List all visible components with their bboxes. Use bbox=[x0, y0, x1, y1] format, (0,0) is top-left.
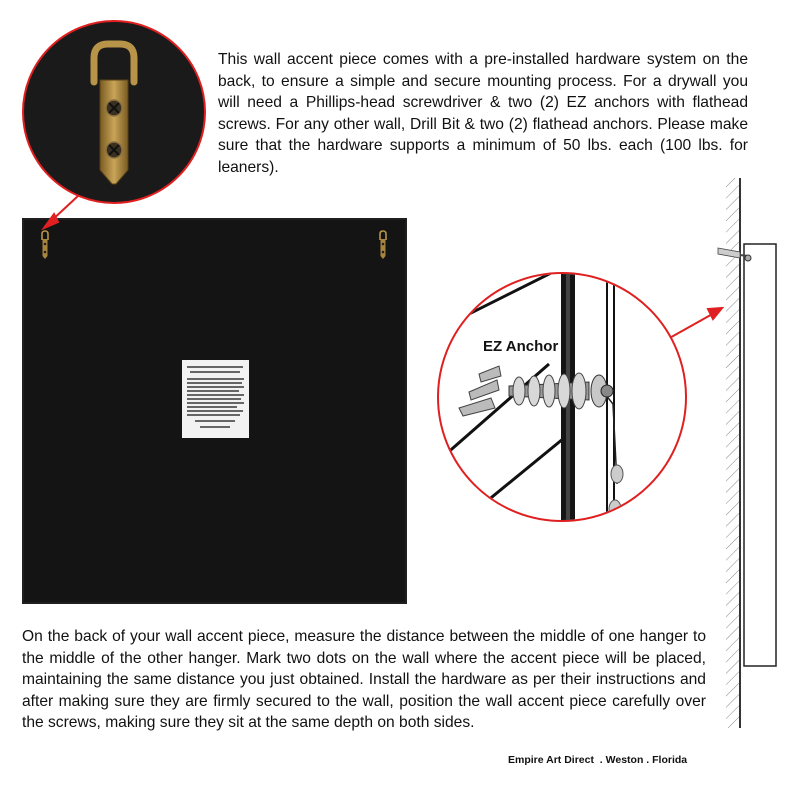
ez-anchor-closeup-callout bbox=[437, 272, 687, 522]
ez-anchor-label: EZ Anchor bbox=[483, 338, 559, 355]
arrow-to-left-hanger bbox=[44, 196, 78, 228]
company-credit: Empire Art Direct . Weston . Florida bbox=[508, 754, 688, 766]
anchor-screw-icon bbox=[509, 373, 613, 409]
ez-anchor-diagram-icon bbox=[439, 274, 685, 520]
hardware-description: This wall accent piece comes with a pre-installed hardware system on the back, to ensure a simple and secure mounting process. For a drywall you will need a Phillips-head screwdriver & two (2) EZ anchors with flathead screws. For any other wall, Drill Bit & two (2) flathead anchors. Please make sure that the hardware supports a minimum of 50 lbs. each (100 lbs. for leaners). bbox=[218, 51, 748, 176]
installation-instructions: On the back of your wall accent piece, measure the distance between the middle of one hanger to the middle of the other hanger. Mark two dots on the wall where the accent piece will be placed, maintaining the same distance you just obtained. Install the hardware as per their instructions and after making sure they are firmly secured to the wall, position the wall accent piece carefully over the screws, making sure they sit at the same depth on both sides. bbox=[22, 628, 706, 731]
wall-side-profile-diagram bbox=[712, 178, 792, 738]
